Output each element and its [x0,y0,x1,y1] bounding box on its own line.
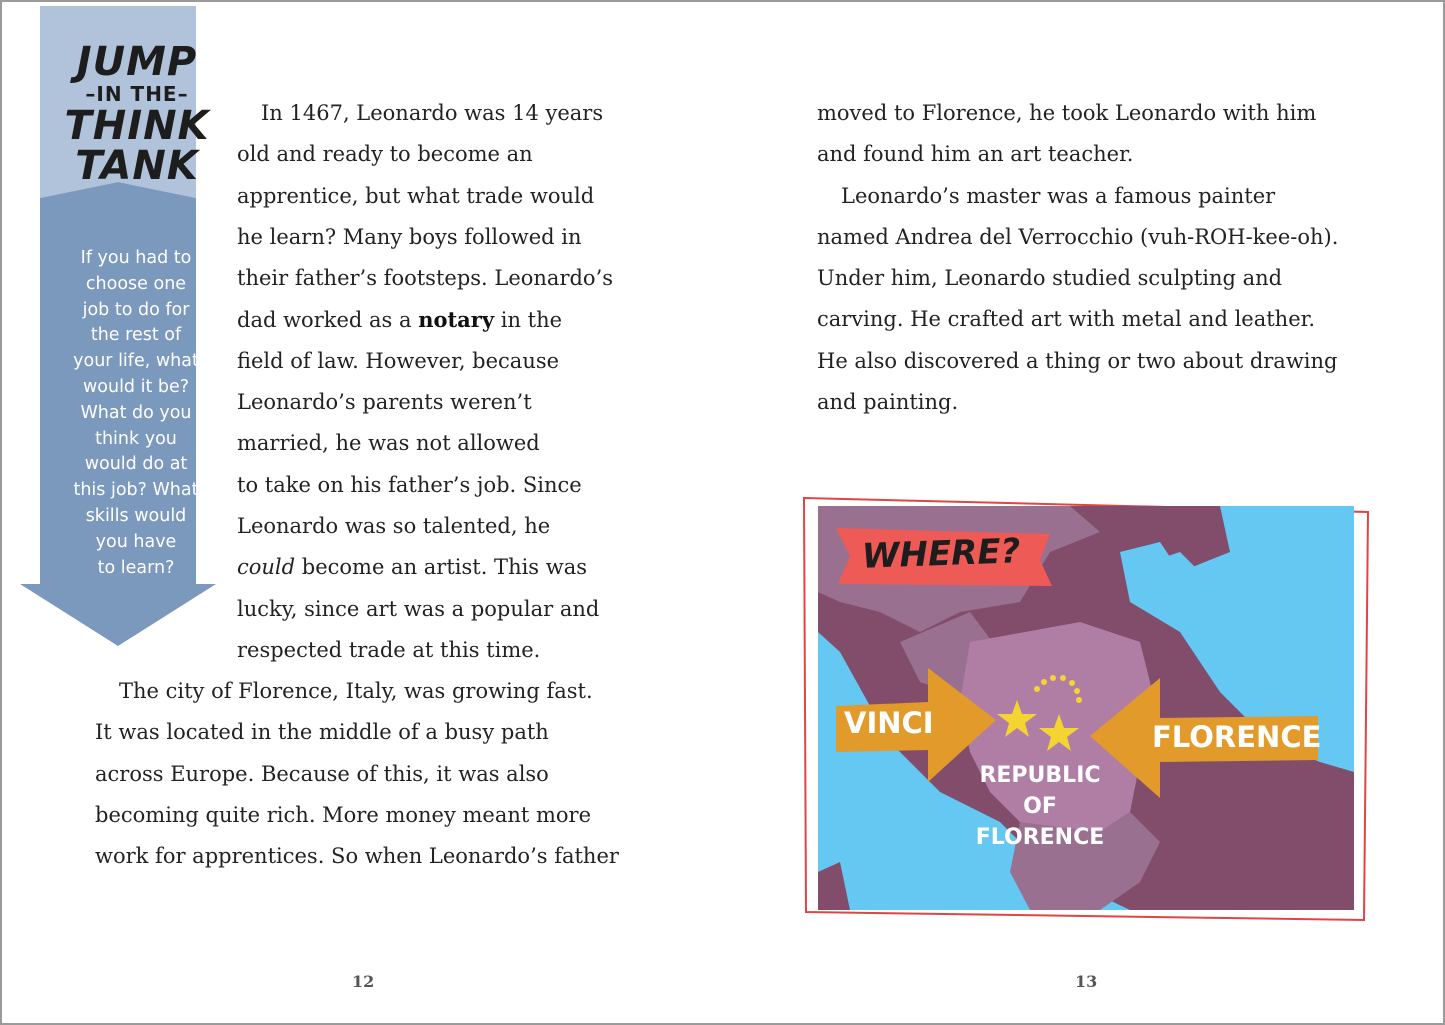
title-jump: JUMP [76,39,198,85]
path-dot [1050,675,1056,681]
text-line: Leonardo was so talented, he [237,513,551,538]
where-heading: WHERE? [861,531,1021,577]
question-line: your life, what [73,351,199,372]
text-line-notary [237,299,613,340]
right-page-text [817,93,1338,423]
title-tank: TANK [75,143,199,189]
question-line: choose one [85,273,187,294]
question-line: job to do for [82,299,190,320]
text-line: The city of Florence, Italy, was growing fast. [119,679,593,703]
text-line: apprentice, but what trade would [237,183,595,208]
text-line: and painting. [817,390,959,415]
left-page-paragraph-1 [237,93,613,671]
text-segment: in the [494,308,563,333]
think-tank-question [68,246,204,581]
text-line: Leonardo’s parents weren’t [237,390,532,415]
text-segment: dad worked as a [237,308,419,333]
text-line: across Europe. Because of this, it was also [95,761,549,786]
text-line: he learn? Many boys followed in [237,224,582,249]
vinci-label: VINCI [844,706,934,740]
text-line: moved to Florence, he took Leonardo with him [817,101,1317,125]
path-dot [1034,686,1040,692]
text-line: Leonardo’s master was a famous painter [841,183,1276,208]
path-dot [1074,688,1080,694]
question-line: would it be? [82,376,190,397]
text-line: becoming quite rich. More money meant more [95,802,592,827]
where-map [800,492,1370,922]
text-line: It was located in the middle of a busy path [95,720,549,745]
question-line: you have [95,531,177,552]
question-line: this job? What [73,480,199,501]
text-segment: become an artist. This was [295,555,588,580]
text-line: their father’s footsteps. Leonardo’s [237,266,614,291]
text-line: He also discovered a thing or two about drawing [817,348,1338,373]
question-line: What do you [80,402,192,423]
text-line: carving. He crafted art with metal and leather. [817,307,1316,332]
page-number-right: 13 [1075,972,1098,991]
glossary-term-notary: notary [418,307,495,333]
text-line: old and ready to become an [237,142,533,167]
path-dot [1060,675,1066,681]
text-line: Under him, Leonardo studied sculpting and [817,266,1283,291]
republic-of-florence-label: REPUBLIC OF FLORENCE [975,763,1105,850]
think-tank-title [58,39,216,189]
left-page-paragraph-2 [95,671,619,877]
question-line: the rest of [90,325,182,346]
question-line: skills would [85,505,187,526]
emphasis-could: could [237,555,296,580]
text-line: married, he was not allowed [237,431,540,456]
text-line: lucky, since art was a popular and [237,596,600,621]
title-in-the: –IN THE– [85,82,189,106]
page-number-left: 12 [352,972,375,991]
question-line: If you had to [80,248,192,268]
think-tank-sidebar [20,6,216,646]
path-dot [1069,680,1075,686]
path-dot [1041,679,1047,685]
title-think: THINK [64,103,210,149]
text-line: respected trade at this time. [237,637,541,662]
text-line: field of law. However, because [237,348,560,373]
text-line-could [237,547,613,588]
text-line: named Andrea del Verrocchio (vuh-ROH-kee-oh). [817,224,1339,249]
florence-label: FLORENCE [1152,720,1322,754]
question-line: to learn? [97,557,175,578]
question-line: think you [95,428,177,449]
text-line: In 1467, Leonardo was 14 years [261,101,604,125]
text-line: work for apprentices. So when Leonardo’s father [95,844,619,869]
question-line: would do at [84,454,188,475]
text-line: and found him an art teacher. [817,142,1134,167]
path-dot [1076,697,1082,703]
text-line: to take on his father’s job. Since [237,472,582,497]
